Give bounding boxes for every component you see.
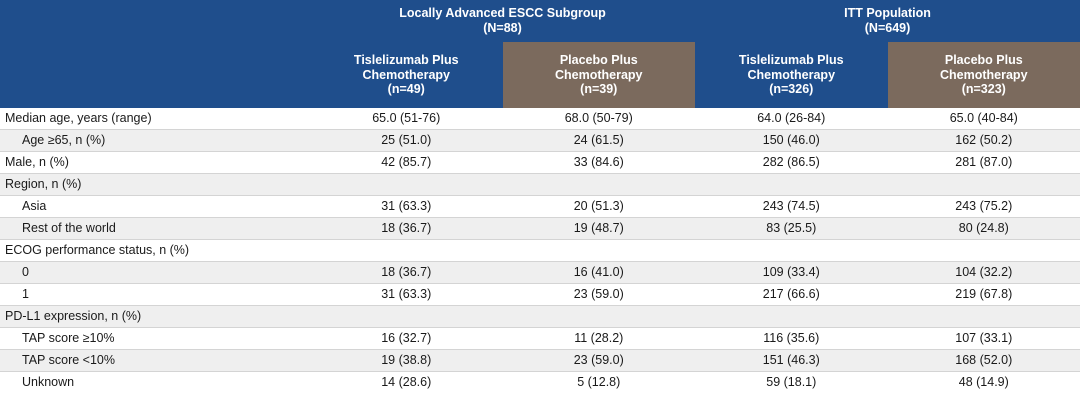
- table-row: [0, 306, 1080, 328]
- column-header-placebo-itt: [888, 42, 1080, 108]
- table-row: [0, 328, 1080, 350]
- row-value: 25 (51.0): [310, 130, 503, 152]
- column-header-tislelizumab-escc: [310, 42, 503, 108]
- row-label: Region, n (%): [0, 174, 310, 196]
- column-header-line2: Chemotherapy: [940, 67, 1028, 82]
- row-value: 20 (51.3): [503, 196, 696, 218]
- row-label: Asia: [0, 196, 310, 218]
- row-value: 33 (84.6): [503, 152, 696, 174]
- row-value: [310, 174, 503, 196]
- table-row: [0, 218, 1080, 240]
- column-header-line1: Placebo Plus: [944, 52, 1023, 67]
- row-value: 65.0 (40-84): [888, 108, 1080, 130]
- row-value: [888, 174, 1080, 196]
- row-label: Rest of the world: [0, 218, 310, 240]
- table-body: [0, 108, 1080, 393]
- column-header-tislelizumab-itt: [695, 42, 888, 108]
- column-header-count: (n=326): [769, 82, 814, 97]
- row-value: 31 (63.3): [310, 196, 503, 218]
- row-value: 243 (74.5): [695, 196, 888, 218]
- table-row: [0, 284, 1080, 306]
- column-header-line1: Tislelizumab Plus: [353, 52, 459, 67]
- group-header-count: (N=88): [483, 21, 522, 35]
- row-value: 107 (33.1): [888, 328, 1080, 350]
- row-value: [310, 306, 503, 328]
- row-value: 18 (36.7): [310, 262, 503, 284]
- row-value: 68.0 (50-79): [503, 108, 696, 130]
- group-header-title: Locally Advanced ESCC Subgroup: [399, 6, 606, 21]
- row-value: 31 (63.3): [310, 284, 503, 306]
- column-header-count: (n=323): [961, 82, 1006, 97]
- table-row: [0, 196, 1080, 218]
- row-value: 14 (28.6): [310, 372, 503, 394]
- group-header-title: ITT Population: [844, 6, 931, 21]
- row-value: [888, 306, 1080, 328]
- group-header-count: (N=649): [864, 21, 911, 35]
- table-row: [0, 152, 1080, 174]
- row-value: 281 (87.0): [888, 152, 1080, 174]
- table-row: [0, 350, 1080, 372]
- row-value: 243 (75.2): [888, 196, 1080, 218]
- row-value: [503, 240, 696, 262]
- row-value: [888, 240, 1080, 262]
- column-header-line2: Chemotherapy: [747, 67, 836, 82]
- row-value: 83 (25.5): [695, 218, 888, 240]
- row-value: [695, 306, 888, 328]
- row-value: 48 (14.9): [888, 372, 1080, 394]
- row-label: Male, n (%): [0, 152, 310, 174]
- row-value: 59 (18.1): [695, 372, 888, 394]
- row-label: 1: [0, 284, 310, 306]
- row-value: 282 (86.5): [695, 152, 888, 174]
- table-group-header-row: [0, 0, 1080, 42]
- row-value: 217 (66.6): [695, 284, 888, 306]
- row-value: 109 (33.4): [695, 262, 888, 284]
- row-value: 80 (24.8): [888, 218, 1080, 240]
- row-value: 19 (38.8): [310, 350, 503, 372]
- row-value: 24 (61.5): [503, 130, 696, 152]
- row-value: 19 (48.7): [503, 218, 696, 240]
- table-row: [0, 174, 1080, 196]
- table-row: [0, 262, 1080, 284]
- row-value: 23 (59.0): [503, 350, 696, 372]
- row-value: 16 (32.7): [310, 328, 503, 350]
- table-row: [0, 372, 1080, 394]
- column-header-line1: Tislelizumab Plus: [738, 52, 844, 67]
- table-row: [0, 130, 1080, 152]
- row-value: 116 (35.6): [695, 328, 888, 350]
- row-value: 162 (50.2): [888, 130, 1080, 152]
- row-value: 18 (36.7): [310, 218, 503, 240]
- column-header-line2: Chemotherapy: [362, 67, 451, 82]
- row-value: [310, 240, 503, 262]
- row-label: Unknown: [0, 372, 310, 394]
- row-label: PD-L1 expression, n (%): [0, 306, 310, 328]
- row-value: 65.0 (51-76): [310, 108, 503, 130]
- row-label: TAP score ≥10%: [0, 328, 310, 350]
- row-label: ECOG performance status, n (%): [0, 240, 310, 262]
- row-value: 64.0 (26-84): [695, 108, 888, 130]
- row-value: [503, 306, 696, 328]
- row-value: 150 (46.0): [695, 130, 888, 152]
- group-header-locally-advanced-escc: [310, 0, 695, 42]
- column-header-count: (n=39): [580, 82, 618, 97]
- row-value: 16 (41.0): [503, 262, 696, 284]
- row-value: 11 (28.2): [503, 328, 696, 350]
- row-label: Age ≥65, n (%): [0, 130, 310, 152]
- row-value: 42 (85.7): [310, 152, 503, 174]
- column-header-line1: Placebo Plus: [559, 52, 638, 67]
- table-row: [0, 108, 1080, 130]
- row-value: 104 (32.2): [888, 262, 1080, 284]
- table-header: [0, 0, 1080, 108]
- row-value: [695, 174, 888, 196]
- row-value: 168 (52.0): [888, 350, 1080, 372]
- row-value: [695, 240, 888, 262]
- row-value: 219 (67.8): [888, 284, 1080, 306]
- row-value: 5 (12.8): [503, 372, 696, 394]
- row-label: 0: [0, 262, 310, 284]
- column-header-count: (n=49): [387, 82, 425, 97]
- column-header-placebo-escc: [503, 42, 696, 108]
- row-label: TAP score <10%: [0, 350, 310, 372]
- header-corner-blank: [0, 0, 310, 108]
- column-header-line2: Chemotherapy: [554, 67, 643, 82]
- row-value: 151 (46.3): [695, 350, 888, 372]
- row-value: 23 (59.0): [503, 284, 696, 306]
- row-label: Median age, years (range): [0, 108, 310, 130]
- row-value: [503, 174, 696, 196]
- group-header-itt-population: [695, 0, 1080, 42]
- table-row: [0, 240, 1080, 262]
